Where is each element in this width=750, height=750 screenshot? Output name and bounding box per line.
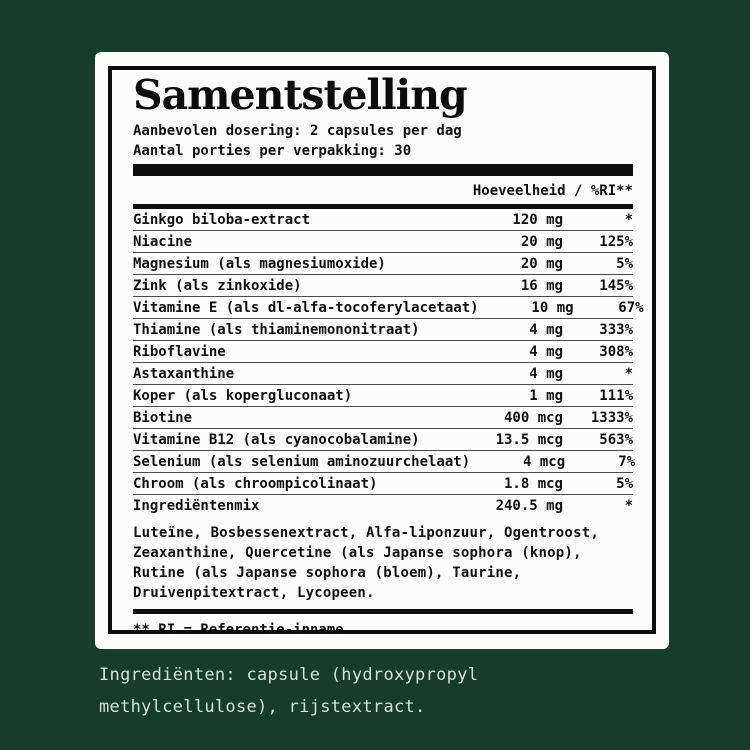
ingredient-ri: 308% (599, 343, 633, 360)
ingredient-ri: * (624, 365, 633, 382)
capsule-ingredients-text: Ingrediënten: capsule (hydroxypropyl methylcellulose), rijstextract. (99, 665, 479, 717)
table-row (133, 385, 633, 407)
ingredient-amount: 16 mg (520, 277, 563, 294)
ingredient-amount: 13.5 mcg (495, 431, 563, 448)
dosage-block (133, 121, 633, 161)
ingredient-ri: 7% (618, 453, 636, 470)
ingredient-amount: 240.5 mg (495, 498, 563, 515)
ingredient-ri: 5% (616, 475, 633, 492)
ingredient-amount: 1.8 mcg (503, 475, 563, 492)
ingredient-amount: 400 mcg (503, 409, 563, 426)
ingredient-name: Zink (als zinkoxide) (133, 277, 302, 294)
facts-title: Samentstelling (133, 71, 467, 119)
ingredient-amount: 4 mg (529, 321, 563, 338)
ingredient-name: Niacine (133, 233, 193, 250)
ingredient-ri: * (624, 498, 633, 515)
ingredient-ri: 333% (599, 321, 633, 338)
table-row (133, 319, 633, 341)
table-row (133, 429, 633, 451)
ingredient-amount: 1 mg (529, 387, 563, 404)
ingredient-name: Thiamine (als thiaminemononitraat) (133, 321, 420, 338)
ingredient-ri: * (624, 211, 633, 228)
ingredient-amount: 20 mg (520, 255, 563, 272)
supplement-facts-border (108, 66, 656, 639)
ingredient-amount: 4 mcg (523, 453, 566, 470)
table-row (133, 231, 633, 253)
ingredient-name: Magnesium (als magnesiumoxide) (133, 255, 386, 272)
ingredient-name: Chroom (als chroompicolinaat) (133, 475, 378, 492)
table-row (133, 253, 633, 275)
table-row (133, 451, 636, 473)
ingredient-amount: 10 mg (531, 299, 574, 316)
ingredient-ri: 1333% (590, 409, 633, 426)
table-row (133, 363, 633, 385)
ingredient-amount: 4 mg (529, 343, 563, 360)
ingredient-amount: 4 mg (529, 365, 563, 382)
ingredients-table (133, 209, 644, 517)
column-header: Hoeveelheid / %RI** (472, 183, 633, 200)
dosage-line: Aanbevolen dosering: 2 capsules per dag (133, 123, 462, 140)
ingredient-name: Koper (als kopergluconaat) (133, 387, 353, 404)
table-row (133, 275, 633, 297)
table-row (133, 297, 644, 319)
ingredient-ri: 125% (599, 233, 633, 250)
table-row (133, 473, 633, 495)
ingredient-ri: 5% (616, 255, 633, 272)
ingredient-name: Ginkgo biloba-extract (133, 211, 311, 228)
ingredient-name: Riboflavine (133, 343, 226, 360)
divider-thick-top (133, 164, 633, 176)
ingredient-name: Vitamine B12 (als cyanocobalamine) (133, 431, 420, 448)
ingredient-name: Biotine (133, 409, 193, 426)
ingredient-ri: 563% (599, 431, 633, 448)
ingredient-name: Astaxanthine (133, 365, 235, 382)
mix-description: Luteïne, Bosbessenextract, Alfa-liponzuur, Ogentroost, Zeaxanthine, Quercetine (als Japanse sophora (knop), Rutine (als Japanse sophora (bloem), Taurine, Druivenpitextract, Lycopeen. (133, 525, 599, 602)
ingredient-amount: 20 mg (520, 233, 563, 250)
ingredient-amount: 120 mg (512, 211, 563, 228)
ingredient-ri: 145% (599, 277, 633, 294)
ingredient-ri: 67% (618, 299, 644, 316)
table-row (133, 209, 633, 231)
ingredient-name: Vitamine E (als dl-alfa-tocoferylacetaat) (133, 299, 479, 316)
ingredient-name: Selenium (als selenium aminozuurchelaat) (133, 453, 471, 470)
ingredient-ri: 111% (599, 387, 633, 404)
ingredient-name: Ingrediëntenmix (133, 498, 260, 515)
reference-intake-footnote: ** RI = Referentie-inname (133, 622, 344, 639)
supplement-facts-card (95, 52, 669, 649)
table-row (133, 495, 633, 517)
table-row (133, 341, 633, 363)
servings-line: Aantal porties per verpakking: 30 (133, 143, 412, 160)
table-row (133, 407, 633, 429)
